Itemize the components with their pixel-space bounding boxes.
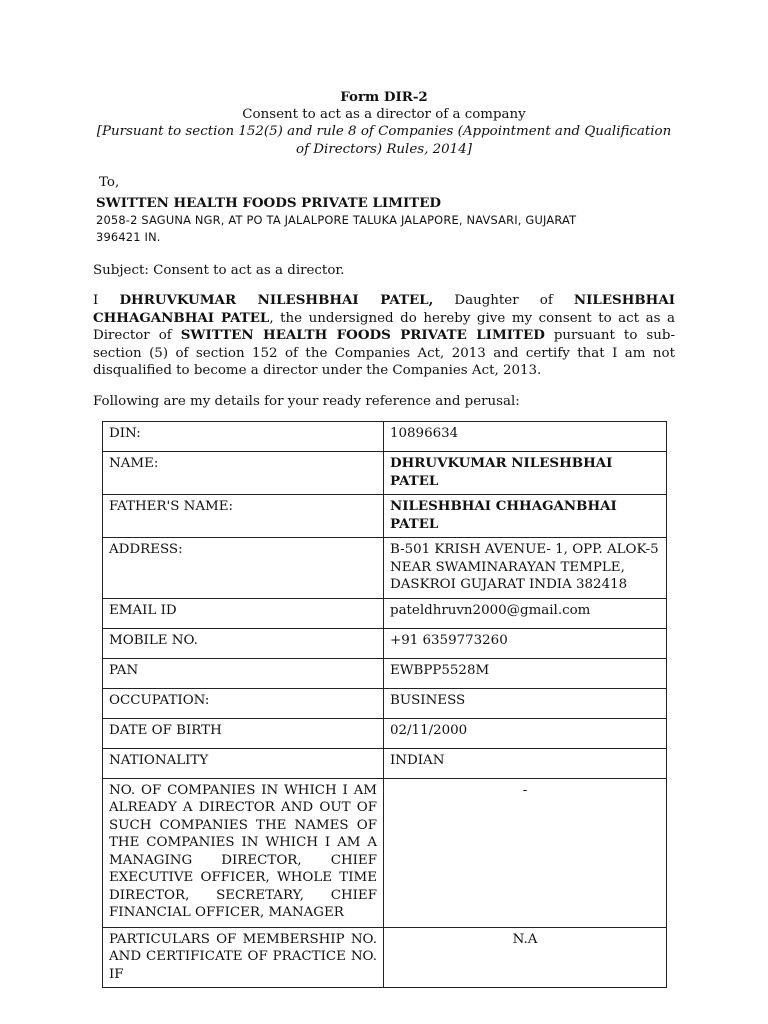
table-row-mobile — [103, 628, 667, 658]
table-row-address — [103, 538, 667, 599]
body-director-name: DHRUVKUMAR NILESHBHAI PATEL, — [119, 292, 434, 308]
body-text-3: , the undersigned do hereby give my consent to act as a Director of — [93, 310, 675, 343]
address-value — [384, 538, 667, 599]
table-row-din — [103, 422, 667, 452]
form-pursuant-note: [Pursuant to section 152(5) and rule 8 of Companies (Appointment and Qualification of Directors) Rules, 2014] — [96, 124, 672, 157]
din-value: 10896634 — [384, 422, 667, 452]
email-value: pateldhruvn2000@gmail.com — [384, 598, 667, 628]
recipient-company-address — [96, 212, 656, 246]
table-row-membership — [103, 927, 667, 988]
address-value-line-1: B-501 KRISH AVENUE- 1, OPP. ALOK-5 — [390, 542, 659, 557]
form-subtitle: Consent to act as a director of a company — [242, 107, 526, 122]
dob-value: 02/11/2000 — [384, 718, 667, 748]
form-title: Form DIR-2 — [340, 89, 428, 105]
director-details-table — [102, 421, 667, 988]
nationality-label: NATIONALITY — [103, 748, 384, 778]
table-row-companies — [103, 778, 667, 927]
father-label: FATHER'S NAME: — [103, 495, 384, 538]
address-line-2: 396421 IN. — [96, 230, 161, 244]
table-row-email — [103, 598, 667, 628]
recipient-company-name: SWITTEN HEALTH FOODS PRIVATE LIMITED — [96, 195, 442, 211]
address-line-1: 2058-2 SAGUNA NGR, AT PO TA JALALPORE TALUKA JALAPORE, NAVSARI, GUJARAT — [96, 213, 577, 227]
details-intro: Following are my details for your ready reference and perusal: — [93, 394, 520, 409]
companies-value: - — [384, 778, 667, 927]
body-text-2: Daughter of — [433, 293, 574, 308]
table-row-pan — [103, 658, 667, 688]
subject-line: Subject: Consent to act as a director. — [93, 263, 345, 278]
membership-value: N.A — [384, 927, 667, 988]
table-row-name — [103, 452, 667, 495]
father-value: NILESHBHAI CHHAGANBHAI PATEL — [384, 495, 667, 538]
membership-label: PARTICULARS OF MEMBERSHIP NO. AND CERTIFICATE OF PRACTICE NO. IF — [103, 927, 384, 988]
din-label: DIN: — [103, 422, 384, 452]
consent-paragraph — [93, 292, 675, 380]
pan-label: PAN — [103, 658, 384, 688]
occupation-value: BUSINESS — [384, 688, 667, 718]
name-value: DHRUVKUMAR NILESHBHAI PATEL — [384, 452, 667, 495]
address-value-line-2: NEAR SWAMINARAYAN TEMPLE, — [390, 559, 625, 575]
dob-label: DATE OF BIRTH — [103, 718, 384, 748]
body-text-1: I — [93, 293, 120, 308]
nationality-value: INDIAN — [384, 748, 667, 778]
mobile-value: +91 6359773260 — [384, 628, 667, 658]
mobile-label: MOBILE NO. — [103, 628, 384, 658]
body-text-4: pursuant to sub-section (5) of section 152 of the Companies Act, 2013 and certify that I am not disqualified to become a director under the Companies Act, 2013. — [93, 328, 675, 378]
pan-value: EWBPP5528M — [384, 658, 667, 688]
table-row-dob — [103, 718, 667, 748]
table-row-father — [103, 495, 667, 538]
companies-label: NO. OF COMPANIES IN WHICH I AM ALREADY A DIRECTOR AND OUT OF SUCH COMPANIES THE NAMES OF THE COMPANIES IN WHICH I AM A MANAGING DIRECTOR, CHIEF EXECUTIVE OFFICER, WHOLE TIME DIRECTOR, SECRETARY, CHIEF FINANCIAL OFFICER, MANAGER — [103, 778, 384, 927]
body-father-name: NILESHBHAI CHHAGANBHAI PATEL — [93, 292, 675, 326]
occupation-label: OCCUPATION: — [103, 688, 384, 718]
email-label: EMAIL ID — [103, 598, 384, 628]
body-company-name: SWITTEN HEALTH FOODS PRIVATE LIMITED — [180, 327, 545, 343]
name-label: NAME: — [103, 452, 384, 495]
to-label: To, — [99, 175, 120, 190]
address-value-line-3: DASKROI GUJARAT INDIA 382418 — [390, 577, 628, 592]
table-row-nationality — [103, 748, 667, 778]
address-label: ADDRESS: — [103, 538, 384, 599]
table-row-occupation — [103, 688, 667, 718]
